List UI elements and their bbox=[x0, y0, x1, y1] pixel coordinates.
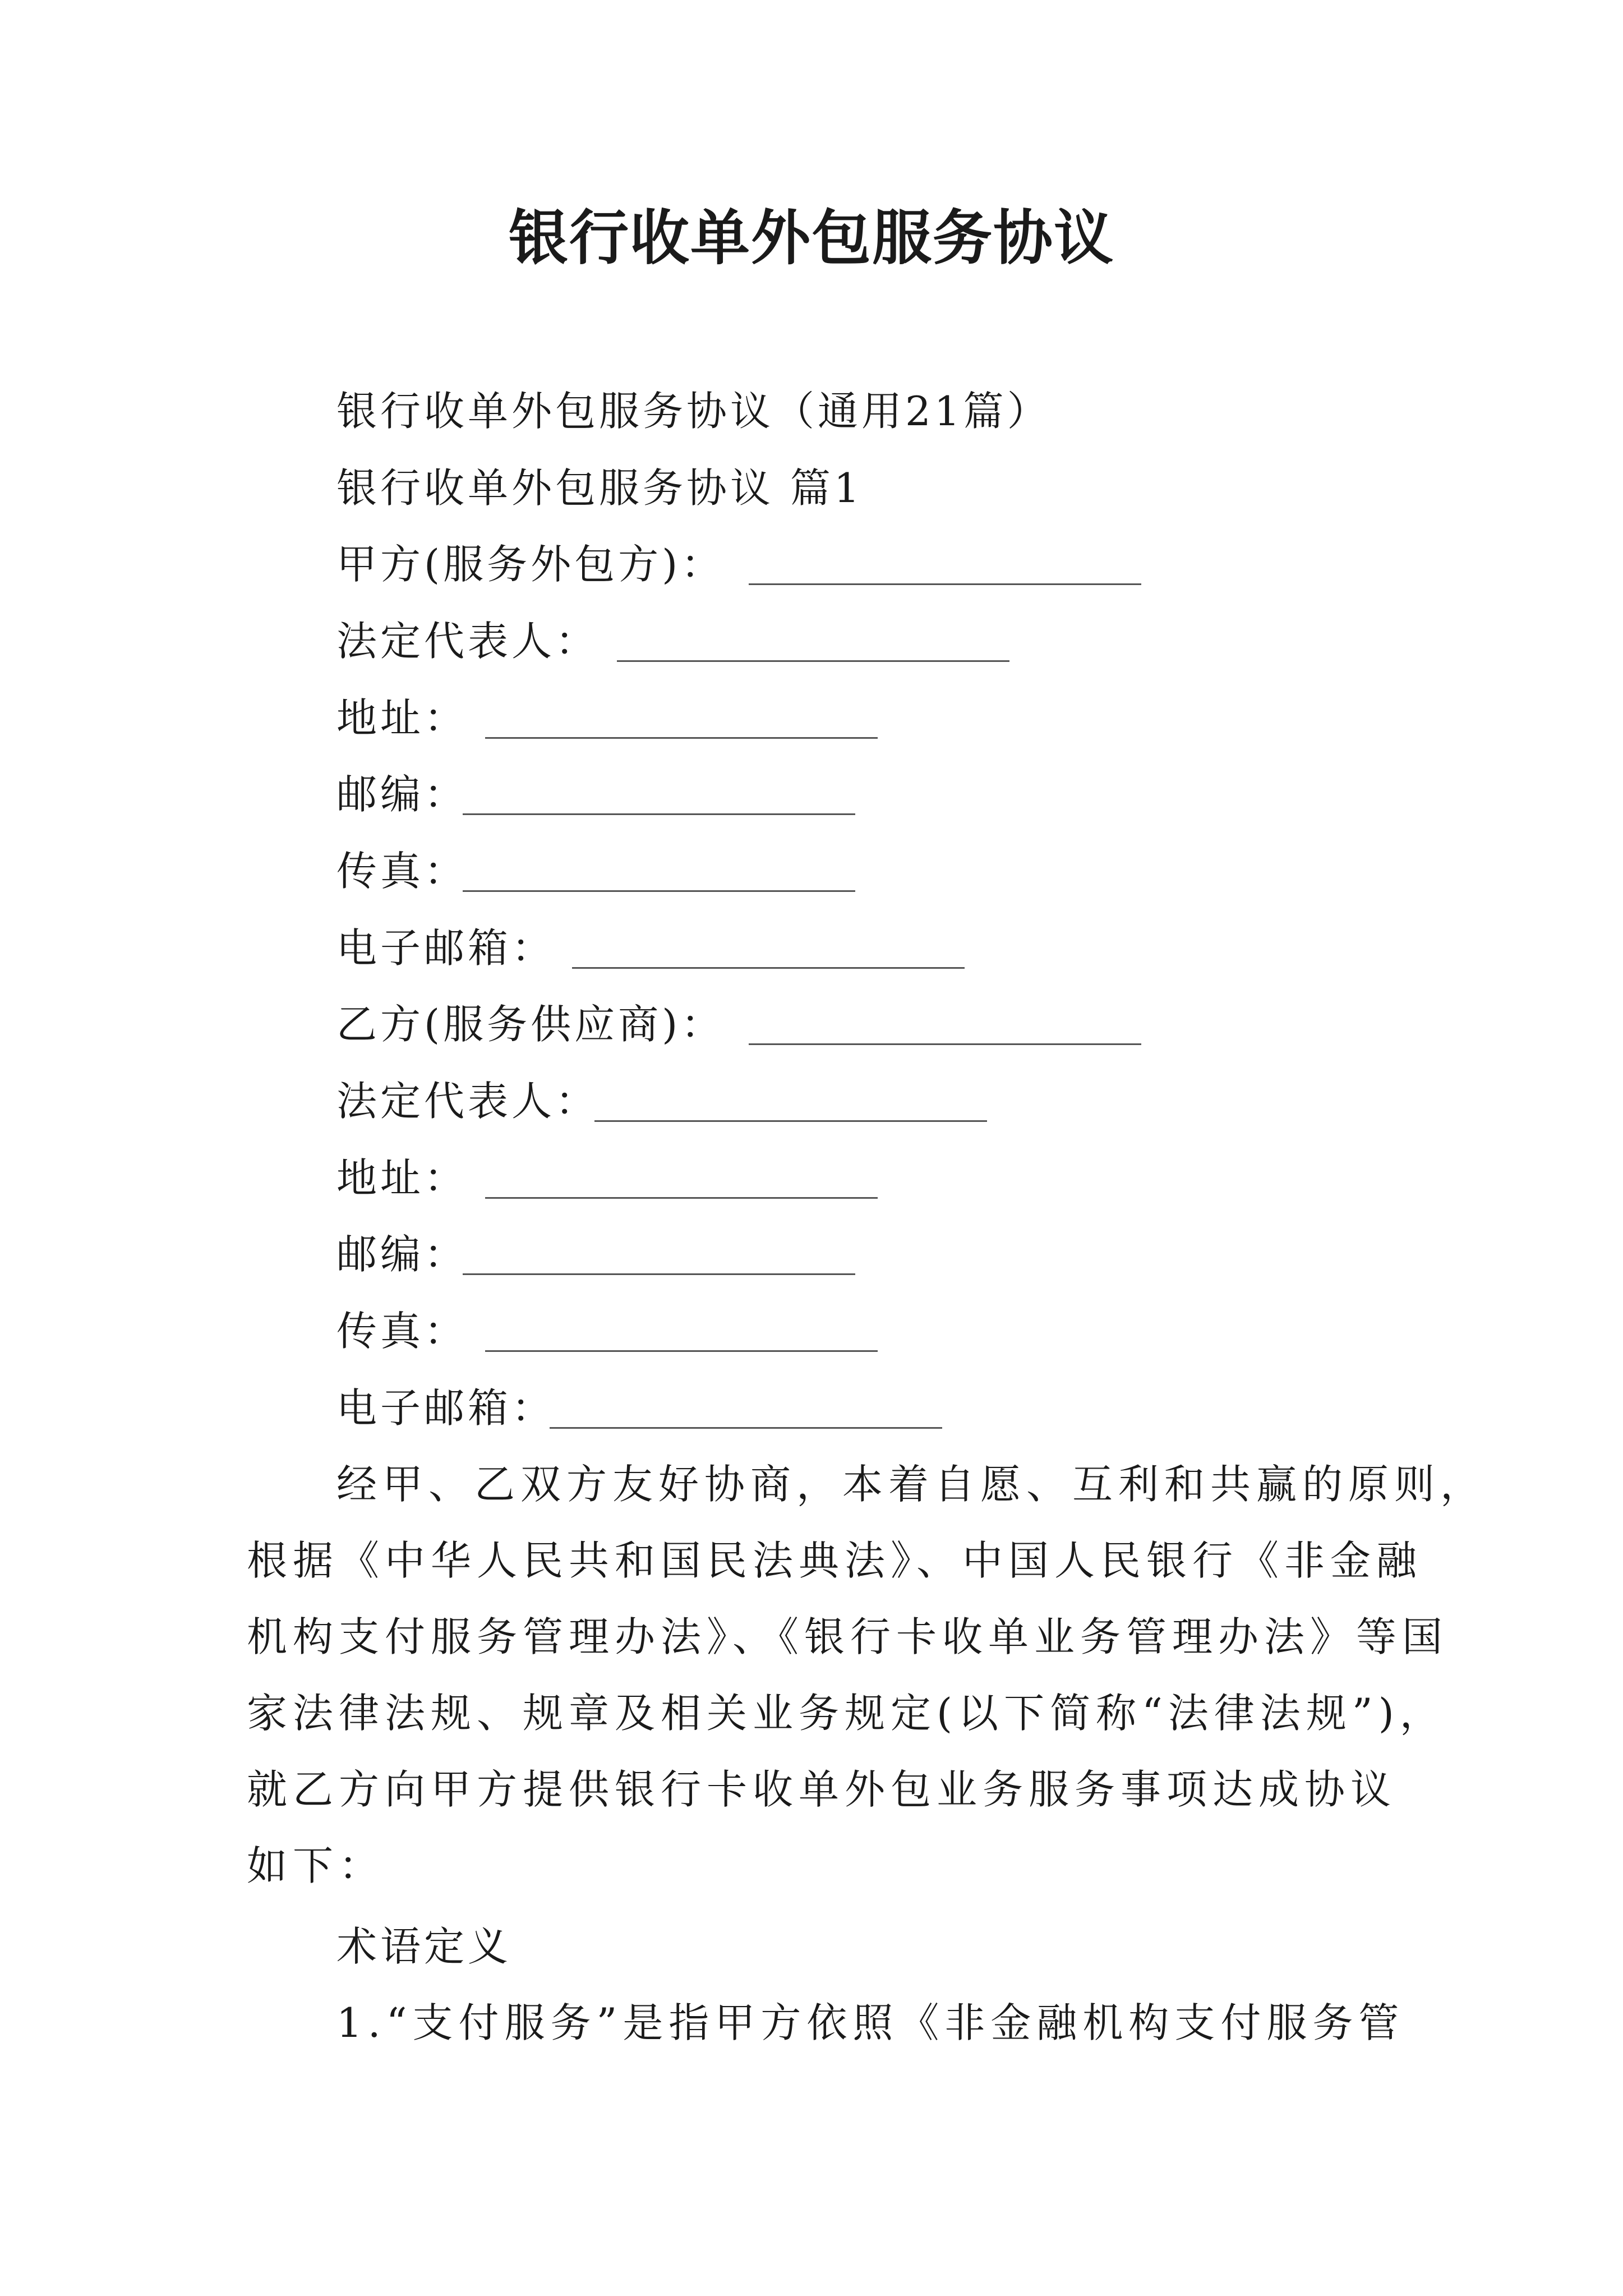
intro-paragraph bbox=[247, 1446, 1487, 1904]
intro-line: 家法律法规、规章及相关业务规定(以下简称“法律法规”)， bbox=[247, 1690, 1446, 1737]
party-a-email-blank bbox=[572, 967, 965, 969]
terms-heading: 术语定义 bbox=[336, 1923, 512, 1970]
party-a-postcode-blank bbox=[463, 813, 855, 815]
party-b-postcode-label: 邮编： bbox=[336, 1231, 468, 1278]
party-b-email-label: 电子邮箱： bbox=[336, 1384, 556, 1432]
intro-line: 经甲、乙双方友好协商，本着自愿、互利和共赢的原则， bbox=[336, 1461, 1487, 1508]
party-b-email-blank bbox=[550, 1427, 942, 1429]
party-a-address-label: 地址： bbox=[336, 694, 468, 742]
party-a-fax-blank bbox=[463, 890, 855, 892]
intro-line: 机构支付服务管理办法》、《银行卡收单业务管理办法》等国 bbox=[247, 1613, 1449, 1660]
party-a-representative-label: 法定代表人： bbox=[336, 618, 600, 665]
party-a-email-label: 电子邮箱： bbox=[336, 924, 556, 972]
party-a-fax-label: 传真： bbox=[336, 848, 468, 895]
party-b-postcode-blank bbox=[463, 1273, 855, 1275]
party-a-representative-blank bbox=[617, 660, 1009, 662]
intro-line: 根据《中华人民共和国民法典法》、中国人民银行《非金融 bbox=[247, 1537, 1423, 1584]
intro-line: 如下： bbox=[247, 1842, 385, 1889]
party-a-address-blank bbox=[485, 737, 878, 739]
party-a-label: 甲方(服务外包方)： bbox=[336, 541, 725, 588]
intro-line: 就乙方向甲方提供银行卡收单外包业务服务事项达成协议 bbox=[247, 1766, 1397, 1813]
document-title: 银行收单外包服务协议 bbox=[509, 204, 1114, 273]
party-b-address-label: 地址： bbox=[336, 1154, 468, 1202]
document-subtitle: 银行收单外包服务协议（通用21篇） bbox=[336, 388, 1051, 435]
party-a-postcode-label: 邮编： bbox=[336, 771, 468, 818]
section-heading: 银行收单外包服务协议 篇1 bbox=[336, 464, 863, 512]
party-b-representative-blank bbox=[594, 1120, 987, 1122]
party-b-fax-blank bbox=[485, 1350, 878, 1352]
party-b-name-blank bbox=[749, 1043, 1141, 1045]
party-a-name-blank bbox=[749, 583, 1141, 585]
party-b-representative-label: 法定代表人： bbox=[336, 1078, 600, 1125]
term-definition-1: 1.“支付服务”是指甲方依照《非金融机构支付服务管 bbox=[336, 1999, 1405, 2046]
party-b-address-blank bbox=[485, 1197, 878, 1199]
party-b-fax-label: 传真： bbox=[336, 1308, 468, 1355]
party-b-label: 乙方(服务供应商)： bbox=[336, 1001, 725, 1048]
